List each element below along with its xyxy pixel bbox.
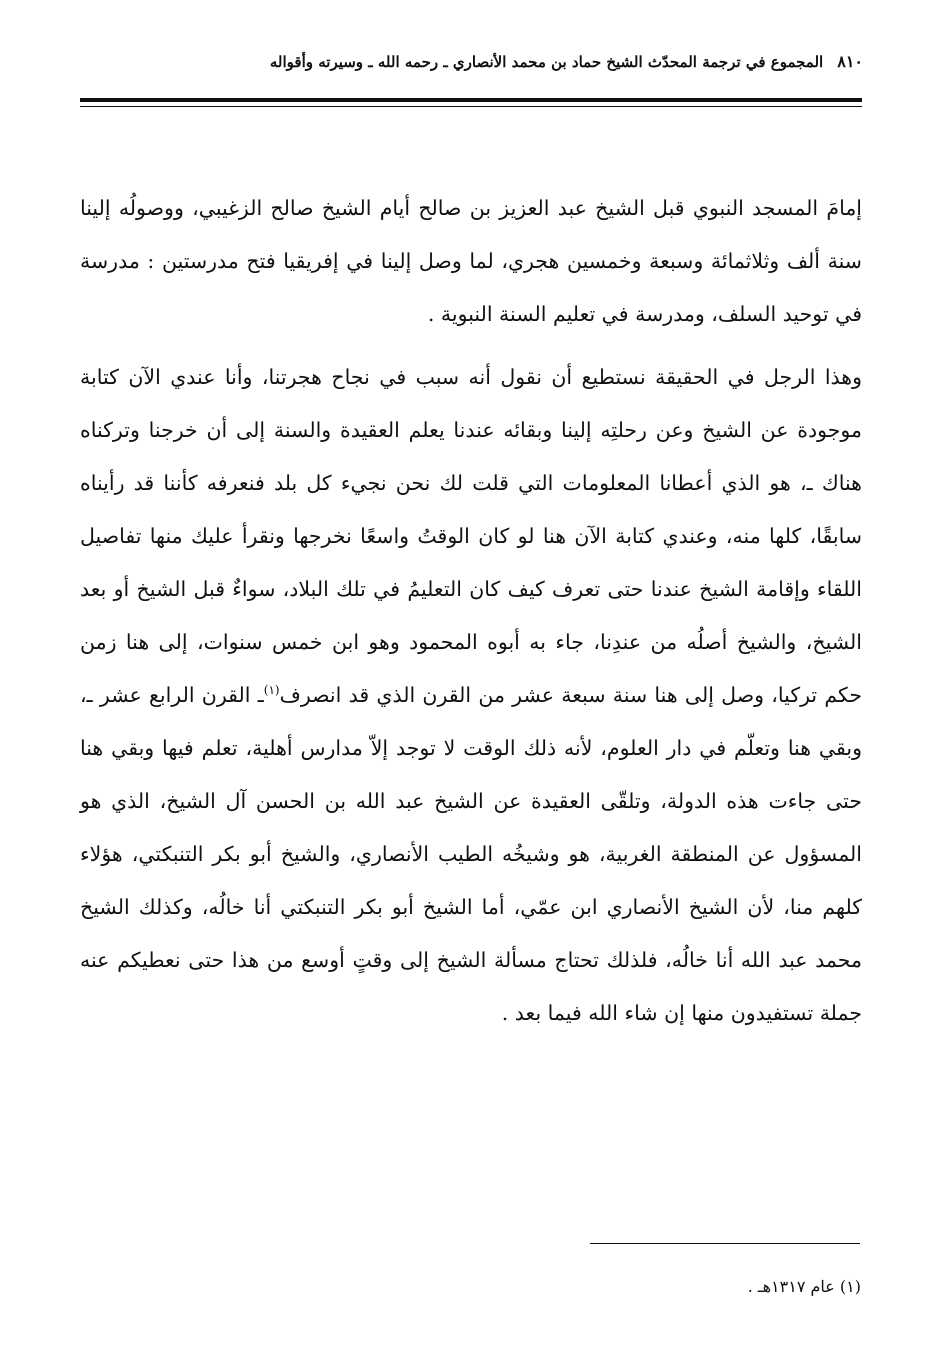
header-rule-thick [80, 98, 862, 102]
paragraph-1: إمامَ المسجد النبوي قبل الشيخ عبد العزيز بن صالح أيام الشيخ صالح الزغيبي، ووصولُه إلينا سنة ألف وثلاثمائة وسبعة وخمسين هجري، لما وصل إلينا في إفريقيا فتح مدرستين : مدرسة في توحيد السلف، ومدرسة في تعليم السنة النبوية . [80, 196, 862, 326]
paragraph-2-part-2: ـ القرن الرابع عشر ـ، وبقي هنا وتعلّم في دار العلوم، لأنه ذلك الوقت لا توجد إلاّ مدارس أهلية، تعلم فيها وبقي هنا حتى جاءت هذه الدولة، وتلقّى العقيدة عن الشيخ عبد الله بن الحسن آل الشيخ، الذي هو المسؤول عن المنطقة الغربية، هو وشيخُه الطيب الأنصاري، والشيخ أبو بكر التنبكتي، هؤلاء كلهم منا، لأن الشيخ الأنصاري ابن عمّي، أما الشيخ أبو بكر التنبكتي أنا خالُه، وكذلك الشيخ محمد عبد الله أنا خالُه، فلذلك تحتاج مسألة الشيخ إلى وقتٍ أوسع من هذا حتى نعطيكم عنه جملة تستفيدون منها إن شاء الله فيما بعد . [80, 683, 862, 1025]
running-header [180, 52, 863, 71]
main-text [80, 182, 862, 1040]
header-rule-thin [80, 106, 862, 107]
footnote-separator [590, 1243, 860, 1244]
paragraph-2-part-1: وهذا الرجل في الحقيقة نستطيع أن نقول أنه سبب في نجاح هجرتنا، وأنا عندي الآن كتابة موجودة عن الشيخ وعن رحلتِه إلينا وبقائه عندنا يعلم العقيدة والسنة إلى أن خرجنا وتركناه هناك ـ، هو الذي أعطانا المعلومات التي قلت لك نحن نجيء كل بلد فنعرفه كأننا قد رأيناه سابقًا، كلها منه، وعندي كتابة الآن هنا لو كان الوقتُ واسعًا نخرجها ونقرأ عليك منها تفاصيل اللقاء وإقامة الشيخ عندنا حتى تعرف كيف كان التعليمُ في تلك البلاد، سواءٌ قبل الشيخ أو بعد الشيخ، والشيخ أصلُه من عندِنا، جاء به أبوه المحمود وهو ابن خمس سنوات، إلى هنا زمن حكم تركيا، وصل إلى هنا سنة سبعة عشر من القرن الذي قد انصرف [80, 365, 862, 707]
paragraph-2 [80, 351, 862, 1040]
footnote: (١) عام ١٣١٧هـ . [747, 1277, 861, 1296]
page-number: ٨١٠ [837, 52, 863, 71]
book-title: المجموع في ترجمة المحدّث الشيخ حماد بن محمد الأنصاري ـ رحمه الله ـ وسيرته وأقواله [269, 53, 824, 71]
footnote-reference: (١) [263, 683, 280, 698]
